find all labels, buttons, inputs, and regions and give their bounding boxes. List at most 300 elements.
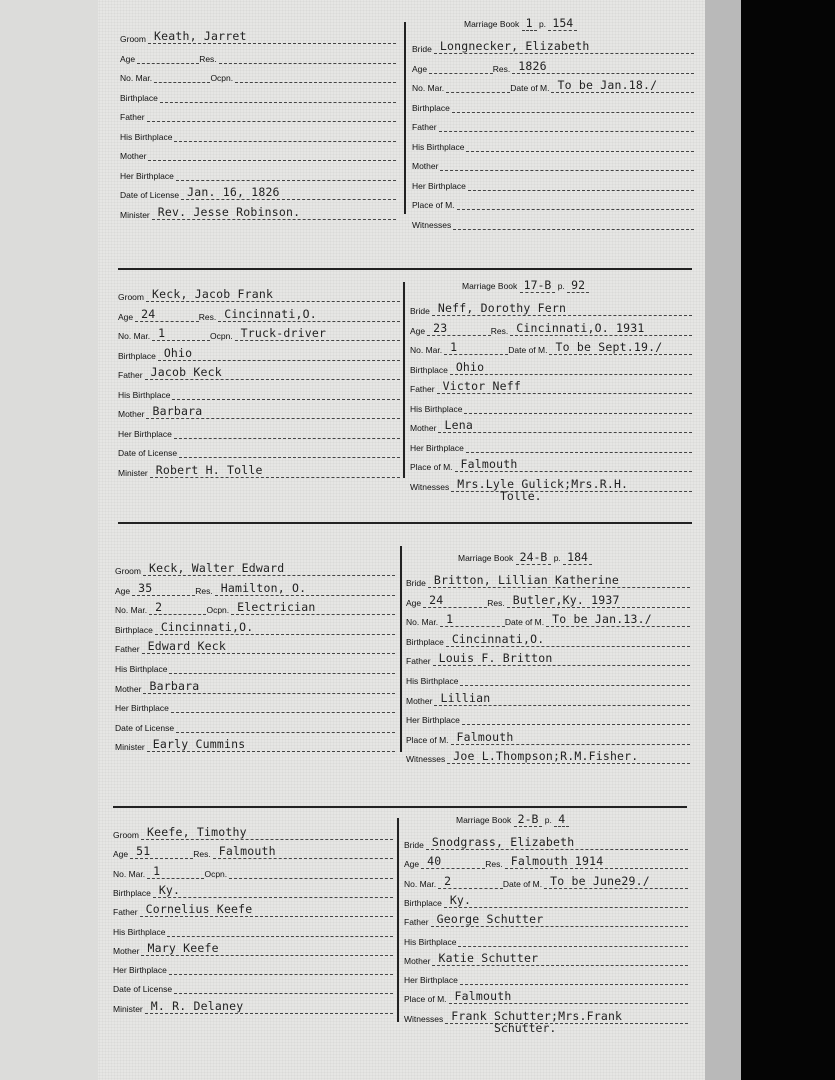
groom-mother: Mary Keefe xyxy=(147,940,219,955)
page-label: p. xyxy=(542,815,555,825)
bride-his-birthplace-label-line xyxy=(460,673,690,686)
page-label: p. xyxy=(536,19,549,29)
bride-row xyxy=(406,688,690,706)
bride-res-label: Res. xyxy=(492,63,511,74)
groom-his-birthplace-label-line xyxy=(172,387,400,400)
groom-no-mar: 1 xyxy=(153,863,161,878)
groom-license-label: Date of License xyxy=(118,448,178,458)
bride-mother-label-line xyxy=(438,420,692,433)
groom-label: Groom xyxy=(115,566,141,576)
bride-row xyxy=(412,173,694,191)
minister-label: Minister xyxy=(115,742,145,753)
groom-no-mar-label: No. Mar. xyxy=(120,73,153,83)
groom-license-label: Date of License xyxy=(113,984,173,995)
groom-no-mar-label-line xyxy=(147,863,204,879)
bride-no-mar-label: No. Mar. xyxy=(410,345,443,355)
groom-name: Keath, Jarret xyxy=(153,29,247,43)
bride-father-label-line xyxy=(433,653,690,666)
groom-res: Falmouth xyxy=(218,844,276,859)
bride-no-mar-label: No. Mar. xyxy=(406,617,439,628)
bride-age: 24 xyxy=(429,592,444,607)
groom-father: Edward Keck xyxy=(147,639,226,654)
groom-row xyxy=(115,695,395,713)
groom-age-label: Age xyxy=(118,311,134,322)
groom-father-label-line xyxy=(147,109,396,122)
witnesses-label: Witnesses xyxy=(412,219,452,230)
groom-no-mar-label: No. Mar. xyxy=(113,868,146,879)
groom-row xyxy=(113,841,393,859)
groom-row xyxy=(118,323,400,341)
groom-row xyxy=(113,976,393,994)
groom-license-label-line xyxy=(174,981,393,994)
witnesses-continued: Tolle. xyxy=(500,489,542,503)
groom-her-birthplace-label-line xyxy=(174,426,400,439)
witnesses-label: Witnesses xyxy=(410,481,450,492)
marriage-book-number: 1 xyxy=(522,16,537,31)
groom-father: Jacob Keck xyxy=(150,365,222,379)
groom-ocpn: Electrician xyxy=(237,600,316,615)
groom-no-mar: 1 xyxy=(158,326,166,340)
witnesses-label-line xyxy=(451,476,692,492)
bride-row xyxy=(410,298,692,316)
groom-birthplace: Ky. xyxy=(158,882,181,897)
bride-res-label-line xyxy=(510,320,692,336)
groom-row xyxy=(113,919,393,937)
groom-ocpn-label-line xyxy=(235,70,396,83)
groom-age: 24 xyxy=(141,306,156,321)
bride-row xyxy=(410,435,692,453)
bride-row xyxy=(404,871,688,889)
bride-row xyxy=(404,948,688,966)
groom-name: Keck, Walter Edward xyxy=(148,561,285,575)
bride-row xyxy=(406,590,690,608)
bride-mother-label-line xyxy=(432,950,688,966)
bride-her-birthplace-label: Her Birthplace xyxy=(412,180,466,191)
bride-mother: Lena xyxy=(444,418,473,432)
groom-row xyxy=(118,304,400,322)
bride-label: Bride xyxy=(406,578,426,588)
bride-father-label: Father xyxy=(406,656,431,667)
groom-father-label-line xyxy=(142,641,395,654)
groom-res-label: Res. xyxy=(193,849,211,860)
date-of-marriage: To be Jan.18./ xyxy=(557,78,658,92)
groom-birthplace-label-line xyxy=(160,90,396,103)
groom-age-label: Age xyxy=(120,53,136,64)
minister-label-line xyxy=(147,739,395,752)
minister-label-line xyxy=(152,204,396,220)
bride-her-birthplace-label: Her Birthplace xyxy=(404,975,458,986)
marriage-book-header xyxy=(464,16,577,31)
bride-no-mar: 2 xyxy=(444,873,452,888)
bride-her-birthplace-label-line xyxy=(460,972,688,985)
bride-row xyxy=(404,832,688,850)
groom-his-birthplace-label-line xyxy=(169,661,395,674)
date-of-marriage-label-line xyxy=(551,80,694,93)
groom-res-label: Res. xyxy=(195,585,213,596)
bride-no-mar: 1 xyxy=(450,340,458,354)
groom-age-label: Age xyxy=(113,849,129,860)
bride-birthplace-label-line xyxy=(450,359,692,375)
bride-father: Louis F. Britton xyxy=(438,651,553,666)
groom-label: Groom xyxy=(118,292,144,302)
bride-father-label: Father xyxy=(412,122,437,132)
witnesses-label-line xyxy=(445,1008,688,1024)
bride-age-label-line xyxy=(423,592,487,608)
bride-row xyxy=(406,629,690,647)
card-divider xyxy=(113,806,687,808)
groom-mother-label-line xyxy=(143,678,395,694)
groom-row xyxy=(120,46,396,64)
page-number: 92 xyxy=(567,278,589,293)
bride-no-mar-label-line xyxy=(438,873,503,889)
groom-label-line xyxy=(146,289,400,302)
date-of-marriage-label-line xyxy=(544,873,688,889)
groom-his-birthplace-label-line xyxy=(174,129,396,142)
place-of-marriage: Falmouth xyxy=(456,729,514,744)
bride-her-birthplace-label: Her Birthplace xyxy=(410,442,464,453)
groom-row xyxy=(115,715,395,733)
bride-his-birthplace-label: His Birthplace xyxy=(406,676,459,686)
groom-row xyxy=(115,558,395,576)
date-of-marriage-label-line xyxy=(546,614,690,627)
bride-row xyxy=(404,986,688,1004)
bride-her-birthplace-label: Her Birthplace xyxy=(406,715,460,726)
bride-row xyxy=(410,318,692,336)
witnesses: Joe L.Thompson;R.M.Fisher. xyxy=(453,749,639,764)
groom-father-label: Father xyxy=(120,112,145,122)
marriage-book-label: Marriage Book xyxy=(462,281,520,291)
groom-row xyxy=(115,597,395,615)
groom-no-mar-label-line xyxy=(154,70,210,83)
bride-mother-label: Mother xyxy=(404,955,431,966)
groom-age-label-line xyxy=(135,306,199,322)
groom-license-date: Jan. 16, 1826 xyxy=(187,185,280,199)
groom-her-birthplace-label: Her Birthplace xyxy=(120,170,174,181)
bride-father: Victor Neff xyxy=(442,379,521,393)
groom-ocpn-label-line xyxy=(231,602,395,615)
groom-mother: Barbara xyxy=(149,678,200,693)
place-of-marriage-label: Place of M. xyxy=(406,734,449,745)
bride-res-label: Res. xyxy=(490,325,509,336)
groom-no-mar-label: No. Mar. xyxy=(118,331,151,341)
bride-age-label: Age xyxy=(406,597,422,608)
bride-birthplace-label-line xyxy=(452,100,694,113)
witnesses-continued: Schutter. xyxy=(494,1021,557,1035)
groom-father-label-line xyxy=(140,904,393,917)
minister-name: M. R. Delaney xyxy=(150,998,244,1013)
groom-mother-label: Mother xyxy=(120,151,147,161)
groom-father: Cornelius Keefe xyxy=(145,902,253,917)
groom-res-label-line xyxy=(219,51,396,64)
bride-row xyxy=(406,746,690,764)
groom-row xyxy=(120,124,396,142)
bride-label-line xyxy=(434,41,694,54)
groom-her-birthplace-label-line xyxy=(171,700,395,713)
bride-no-mar-label-line xyxy=(440,614,505,627)
bride-mother-label-line xyxy=(434,690,690,706)
date-of-marriage-label: Date of M. xyxy=(502,878,543,889)
bride-age: 23 xyxy=(433,320,448,335)
groom-birthplace-label-line xyxy=(158,345,400,361)
bride-mother-label: Mother xyxy=(412,161,439,171)
card-divider xyxy=(118,268,692,270)
bride-his-birthplace-label: His Birthplace xyxy=(410,403,463,414)
groom-his-birthplace-label-line xyxy=(167,924,393,937)
bride-birthplace-label-line xyxy=(446,631,690,647)
bride-birthplace: Ohio xyxy=(455,359,485,374)
groom-row xyxy=(118,343,400,361)
bride-mother-label-line xyxy=(440,158,694,171)
bride-row xyxy=(406,727,690,745)
groom-row xyxy=(118,460,400,478)
groom-row xyxy=(113,822,393,840)
groom-row xyxy=(120,202,396,220)
groom-row xyxy=(118,401,400,419)
bride-row xyxy=(412,134,694,152)
groom-name: Keefe, Timothy xyxy=(146,825,247,839)
groom-birthplace-label: Birthplace xyxy=(115,624,153,635)
bride-father: George Schutter xyxy=(436,912,544,927)
minister-label-line xyxy=(150,462,400,478)
bride-her-birthplace-label-line xyxy=(468,178,694,191)
bride-res-label-line xyxy=(512,58,694,74)
groom-row xyxy=(120,26,396,44)
bride-label-line xyxy=(426,837,688,850)
groom-license-label: Date of License xyxy=(115,722,175,733)
groom-res-label-line xyxy=(213,846,393,859)
groom-birthplace: Ohio xyxy=(163,345,193,360)
marriage-book-header xyxy=(456,812,569,827)
groom-res: Hamilton, O. xyxy=(220,580,307,595)
groom-row xyxy=(118,382,400,400)
groom-ocpn-label-line xyxy=(235,328,400,341)
bride-age-label: Age xyxy=(404,859,420,870)
bride-res: Cincinnati,O. 1931 xyxy=(516,320,645,335)
groom-ocpn-label: Ocpn. xyxy=(204,868,228,879)
groom-license-label-line xyxy=(181,187,396,200)
groom-age: 51 xyxy=(136,844,151,859)
bride-row xyxy=(412,192,694,210)
bride-row xyxy=(412,56,694,74)
groom-row xyxy=(120,104,396,122)
groom-row xyxy=(115,656,395,674)
groom-row xyxy=(120,163,396,181)
groom-res: Cincinnati,O. xyxy=(224,306,317,321)
groom-row xyxy=(113,899,393,917)
bride-row xyxy=(406,570,690,588)
groom-row xyxy=(118,440,400,458)
column-divider xyxy=(397,818,399,1022)
marriage-book-header xyxy=(462,278,589,293)
groom-ocpn-label-line xyxy=(229,866,393,879)
place-of-marriage: Falmouth xyxy=(460,457,518,471)
groom-age: 35 xyxy=(138,580,153,595)
place-of-marriage-label: Place of M. xyxy=(410,462,453,472)
groom-his-birthplace-label: His Birthplace xyxy=(113,926,166,937)
groom-row xyxy=(115,676,395,694)
bride-his-birthplace-label-line xyxy=(458,934,688,947)
minister-label-line xyxy=(145,998,393,1014)
bride-res: 1826 xyxy=(518,58,547,73)
bride-mother-label: Mother xyxy=(406,695,433,706)
groom-res-label-line xyxy=(218,306,400,322)
groom-ocpn: Truck-driver xyxy=(240,326,327,340)
marriage-book-number: 24-B xyxy=(516,550,552,565)
page-number: 4 xyxy=(554,812,569,827)
groom-age-label: Age xyxy=(115,585,131,596)
scan-border xyxy=(741,0,835,1080)
groom-age-label-line xyxy=(137,51,199,64)
witnesses-label: Witnesses xyxy=(406,754,446,765)
minister-label: Minister xyxy=(120,209,150,220)
date-of-marriage-label-line xyxy=(549,342,692,355)
card-divider xyxy=(118,522,692,524)
bride-row xyxy=(412,36,694,54)
bride-birthplace-label-line xyxy=(444,892,688,908)
groom-no-mar-label-line xyxy=(149,602,206,615)
minister-name: Robert H. Tolle xyxy=(155,462,263,477)
groom-age-label-line xyxy=(132,580,195,596)
page-number: 184 xyxy=(563,550,592,565)
groom-label-line xyxy=(141,827,393,840)
groom-row xyxy=(115,636,395,654)
bride-mother: Katie Schutter xyxy=(438,950,539,965)
groom-row xyxy=(118,421,400,439)
bride-res: Butler,Ky. 1937 xyxy=(512,592,620,607)
groom-license-label: Date of License xyxy=(120,190,180,200)
place-of-marriage-label-line xyxy=(451,729,690,745)
bride-label: Bride xyxy=(410,306,430,316)
groom-mother-label-line xyxy=(141,940,393,956)
bride-row xyxy=(406,668,690,686)
marriage-book-number: 2-B xyxy=(514,812,543,827)
bride-res-label: Res. xyxy=(487,597,505,608)
minister-name: Rev. Jesse Robinson. xyxy=(157,204,301,219)
date-of-marriage: To be Sept.19./ xyxy=(555,340,663,354)
groom-row xyxy=(113,996,393,1014)
groom-no-mar-label-line xyxy=(152,328,210,341)
bride-row xyxy=(412,153,694,171)
bride-birthplace: Ky. xyxy=(449,892,472,907)
groom-ocpn-label: Ocpn. xyxy=(209,331,233,341)
bride-row xyxy=(406,648,690,666)
bride-birthplace-label: Birthplace xyxy=(410,364,448,375)
bride-row xyxy=(412,212,694,230)
groom-license-label-line xyxy=(179,445,400,458)
groom-her-birthplace-label: Her Birthplace xyxy=(113,965,167,976)
minister-name: Early Cummins xyxy=(152,737,246,752)
groom-birthplace: Cincinnati,O. xyxy=(160,619,254,634)
bride-row xyxy=(410,357,692,375)
bride-row xyxy=(404,890,688,908)
bride-her-birthplace-label-line xyxy=(462,712,690,725)
bride-name: Longnecker, Elizabeth xyxy=(439,39,590,53)
bride-res-label-line xyxy=(507,592,690,608)
place-of-marriage: Falmouth xyxy=(454,989,512,1004)
bride-row xyxy=(410,454,692,472)
groom-birthplace-label: Birthplace xyxy=(113,887,151,898)
groom-row xyxy=(120,143,396,161)
bride-row xyxy=(410,376,692,394)
groom-no-mar-label: No. Mar. xyxy=(115,605,148,616)
column-divider xyxy=(400,546,402,752)
bride-his-birthplace-label-line xyxy=(464,401,692,414)
groom-label-line xyxy=(143,563,395,576)
bride-row xyxy=(412,114,694,132)
bride-row xyxy=(410,337,692,355)
date-of-marriage-label: Date of M. xyxy=(510,83,550,93)
bride-label-line xyxy=(428,575,690,588)
groom-row xyxy=(118,284,400,302)
place-of-marriage-label-line xyxy=(457,197,694,210)
bride-age-label-line xyxy=(427,320,491,336)
groom-mother-label-line xyxy=(146,406,400,419)
bride-row xyxy=(412,75,694,93)
column-divider xyxy=(404,22,406,214)
place-of-marriage-label-line xyxy=(455,459,692,472)
minister-label: Minister xyxy=(118,467,148,478)
bride-age-label: Age xyxy=(412,63,428,74)
witnesses-label: Witnesses xyxy=(404,1013,444,1024)
bride-his-birthplace-label-line xyxy=(466,139,694,152)
groom-her-birthplace-label: Her Birthplace xyxy=(118,428,172,439)
groom-birthplace-label-line xyxy=(153,882,393,898)
witnesses-label-line xyxy=(447,751,690,764)
place-of-marriage-label: Place of M. xyxy=(412,200,455,210)
groom-row xyxy=(115,734,395,752)
bride-father-label-line xyxy=(439,119,694,132)
bride-no-mar-label: No. Mar. xyxy=(404,878,437,889)
groom-row xyxy=(115,617,395,635)
groom-row xyxy=(120,65,396,83)
groom-birthplace-label: Birthplace xyxy=(118,350,156,361)
groom-name: Keck, Jacob Frank xyxy=(151,287,274,301)
bride-father-label-line xyxy=(431,914,688,927)
bride-her-birthplace-label-line xyxy=(466,440,692,453)
page-number: 154 xyxy=(548,16,577,31)
groom-row xyxy=(120,85,396,103)
date-of-marriage: To be Jan.13./ xyxy=(552,612,652,627)
bride-res: Falmouth 1914 xyxy=(510,854,604,869)
bride-label: Bride xyxy=(412,44,432,54)
bride-his-birthplace-label: His Birthplace xyxy=(412,141,465,152)
groom-his-birthplace-label: His Birthplace xyxy=(120,131,173,142)
witnesses: Frank Schutter;Mrs.Frank xyxy=(451,1008,623,1023)
groom-mother-label: Mother xyxy=(115,683,142,694)
groom-mother: Barbara xyxy=(152,404,203,418)
groom-label: Groom xyxy=(113,830,139,840)
groom-mother-label: Mother xyxy=(113,945,140,956)
marriage-book-label: Marriage Book xyxy=(458,553,516,563)
bride-mother-label: Mother xyxy=(410,423,437,433)
bride-res-label-line xyxy=(505,856,688,869)
bride-row xyxy=(404,851,688,869)
groom-ocpn-label: Ocpn. xyxy=(206,605,230,616)
groom-her-birthplace-label: Her Birthplace xyxy=(115,703,169,714)
groom-row xyxy=(113,938,393,956)
groom-age-label-line xyxy=(130,846,193,859)
groom-his-birthplace-label: His Birthplace xyxy=(115,664,168,674)
bride-mother: Lillian xyxy=(440,690,491,705)
bride-birthplace-label: Birthplace xyxy=(404,897,442,908)
groom-her-birthplace-label-line xyxy=(169,962,393,975)
page-edge xyxy=(705,0,741,1080)
witnesses: Mrs.Lyle Gulick;Mrs.R.H. xyxy=(457,476,629,491)
bride-row xyxy=(404,967,688,985)
groom-father-label: Father xyxy=(113,907,138,918)
groom-no-mar: 2 xyxy=(155,600,163,615)
bride-his-birthplace-label: His Birthplace xyxy=(404,936,457,947)
